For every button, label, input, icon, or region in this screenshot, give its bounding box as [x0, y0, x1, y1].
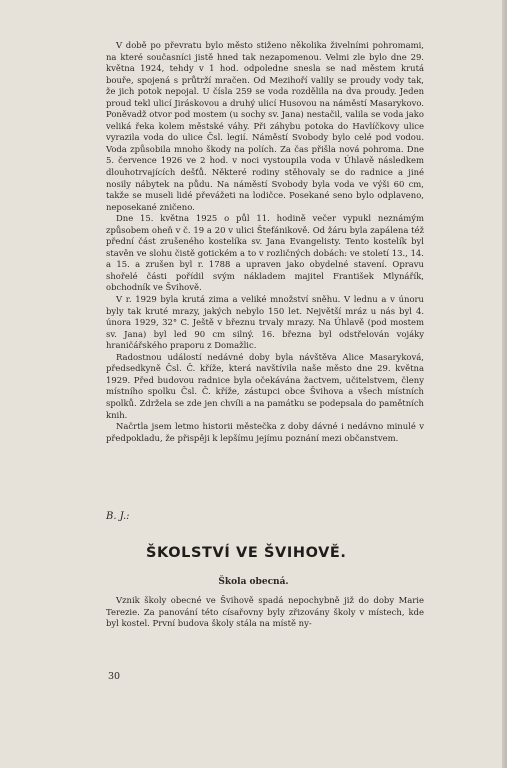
author-signature: B. J.: [106, 511, 130, 522]
paragraph-school: Vznik školy obecné ve Švihově spadá nepochybně již do doby Marie Terezie. Za panování této císařovny byly zřizovány školy v místech, kde byl kostel. První budova školy stála na místě ny- [106, 595, 424, 629]
page-number: 30 [108, 671, 121, 682]
history-text [106, 40, 424, 444]
page-edge-shadow [502, 0, 507, 768]
paragraph-fire: Dne 15. května 1925 o půl 11. hodině večer vypukl neznámým způsobem oheň v č. 19 a 20 v ulici Štefánikově. Od žáru byla zapálena též přední část zrušeného kostelíka sv. Jana Evangelisty. Tento kostelík byl stavěn ve slohu čistě gotickém a to v rozličných dobách: ve století 13., 14. a 15. a zrušen byl r. 1788 a upraven jako obydelné stavení. Opravu shořelé části pořídil svým nákladem majitel František Mlynářík, obchodník ve Švihově. [106, 213, 424, 293]
subsection-heading: Škola obecná. [218, 577, 289, 587]
paragraph-visit: Radostnou událostí nedávné doby byla návštěva Alice Masaryková, předsedkyně Čsl. Č. kříže, která navštívila naše město dne 29. května 1929. Před budovou radnice byla očekávána žactvem, učitelstvem, členy místního spolku Čsl. Č. kříže, zástupci obce Švihova a všech místních spolků. Zdržela se zde jen chvíli a na památku se podepsala do pamětních knih. [106, 351, 424, 420]
section-heading: ŠKOLSTVÍ VE ŠVIHOVĚ. [146, 545, 347, 561]
paragraph-closing: Načrtla jsem letmo historii městečka z doby dávné i nedávno minulé v předpokladu, že přispěji k lepšímu jejímu poznání mezi občanstvem. [106, 421, 424, 443]
paragraph-floods: V době po převratu bylo město stiženo několika živelními pohromami, na které současníci jistě hned tak nezapomenou. Velmi zle bylo dne 29. května 1924, tehdy v 1 hod. odpoledne snesla se nad městem krutá bouře, spojená s průtrží mračen. Od Mezihoří valily se proudy vody tak, že jich potok nepojal. U čísla 259 se voda rozdělila na dva proudy. Jeden proud tekl ulicí Jiráskovou a druhý ulicí Husovou na náměstí Masarykovo. Poněvadž otvor pod mostem (u sochy sv. Jana) nestačil, valila se voda jako veliká řeka kolem městské váhy. Při záhybu potoka do Havlíčkovy ulice vyrazila voda do ulice Čsl. legií. Náměstí Svobody bylo celé pod vodou. Voda způsobila mnoho škody na polích. Za čas přišla nová pohroma. Dne 5. července 1926 ve 2 hod. v noci vystoupila voda v Úhlavě následkem dlouhotrvajících dešťů. Některé rodiny stěhovaly se do radnice a jiné nosily nábytek na půdu. Na náměstí Svobody byla voda ve výši 60 cm, takže se museli lidé převážeti na lodičce. Posekané seno bylo odplaveno, neposekané zničeno. [106, 40, 424, 212]
school-text [106, 595, 424, 630]
paragraph-winter: V r. 1929 byla krutá zima a veliké množství sněhu. V lednu a v únoru byly tak kruté mrazy, jakých nebylo 150 let. Největší mráz u nás byl 4. února 1929, 32° C. Ještě v březnu trvaly mrazy. Na Úhlavě (pod mostem sv. Jana) byl led 90 cm silný. 16. března byl odstřelován vojáky hraničářského praporu z Domažlic. [106, 294, 424, 351]
